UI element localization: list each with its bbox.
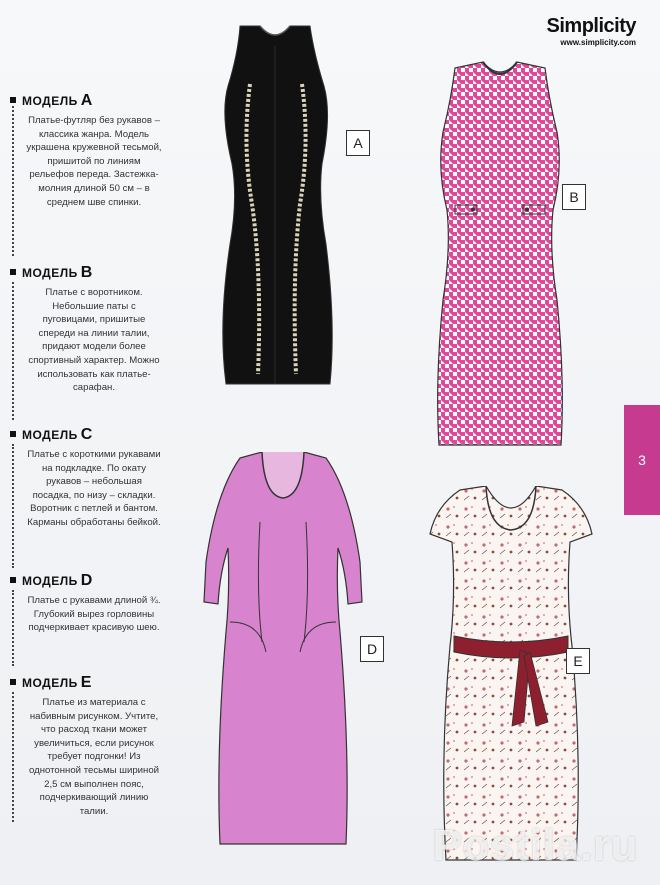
bullet-icon [10,431,16,437]
brand-logo: Simplicity [546,15,636,37]
model-b [10,264,160,395]
model-c [10,426,160,530]
bullet-icon [10,97,16,103]
model-heading [10,264,160,282]
model-description: Платье с короткими рукавами на подкладке. По окату рукавов – небольшая посадка, по низу – складки. Воротник с петлей и бантом. Карманы обработаны бейкой. [27,449,161,528]
model-word: МОДЕЛЬ [22,574,78,588]
model-word: МОДЕЛЬ [22,94,78,108]
figure-tag-d: D [360,636,384,662]
model-description: Платье из материала с набивным рисунком. Учтите, что расход ткани может увеличиться, если рисунок требует подгонки! Из однотонной тесьмы шириной 2,5 см выполнен пояс, подчеркивающий линию талии. [28,697,160,817]
model-letter: A [80,92,93,109]
model-a [10,92,160,209]
model-e [10,674,160,818]
pink-houndstooth-dress-icon [425,60,575,452]
model-letter: E [80,674,92,691]
model-word: МОДЕЛЬ [22,428,78,442]
floral-dress-with-belt-icon [426,486,596,866]
brand-url: www.simplicity.com [560,38,636,47]
model-letter: C [80,426,93,443]
page-number-tab: 3 [624,405,660,515]
pink-three-quarter-sleeve-dress-icon [200,452,366,852]
model-word: МОДЕЛЬ [22,266,78,280]
black-sleeveless-dress-with-lace-icon [200,24,350,394]
model-description: Платье с рукавами длиной ¾. Глубокий вырез горловины подчеркивает красивую шею. [27,595,161,634]
model-word: МОДЕЛЬ [22,676,78,690]
figure-tag-a: A [346,130,370,156]
bullet-icon [10,269,16,275]
model-heading [10,426,160,444]
model-description: Платье с воротником. Небольшие паты с пуговицами, пришитые спереди на линии талии, придают модели более спортивный характер. Можно использовать как платье-сарафан. [28,287,160,394]
model-letter: D [80,572,93,589]
model-d [10,572,160,635]
model-heading [10,92,160,110]
figure-tag-e: E [566,648,590,674]
bullet-icon [10,679,16,685]
model-heading [10,572,160,590]
figure-tag-b: B [562,184,586,210]
watermark: Postila.ru [432,821,638,870]
model-description: Платье-футляр без рукавов – классика жанра. Модель украшена кружевной тесьмой, пришитой по линиям рельефов переда. Застежка-молния длиной 50 см – в среднем шве спинки. [26,115,162,208]
model-letter: B [80,264,93,281]
brand [547,16,636,47]
model-heading [10,674,160,692]
bullet-icon [10,577,16,583]
